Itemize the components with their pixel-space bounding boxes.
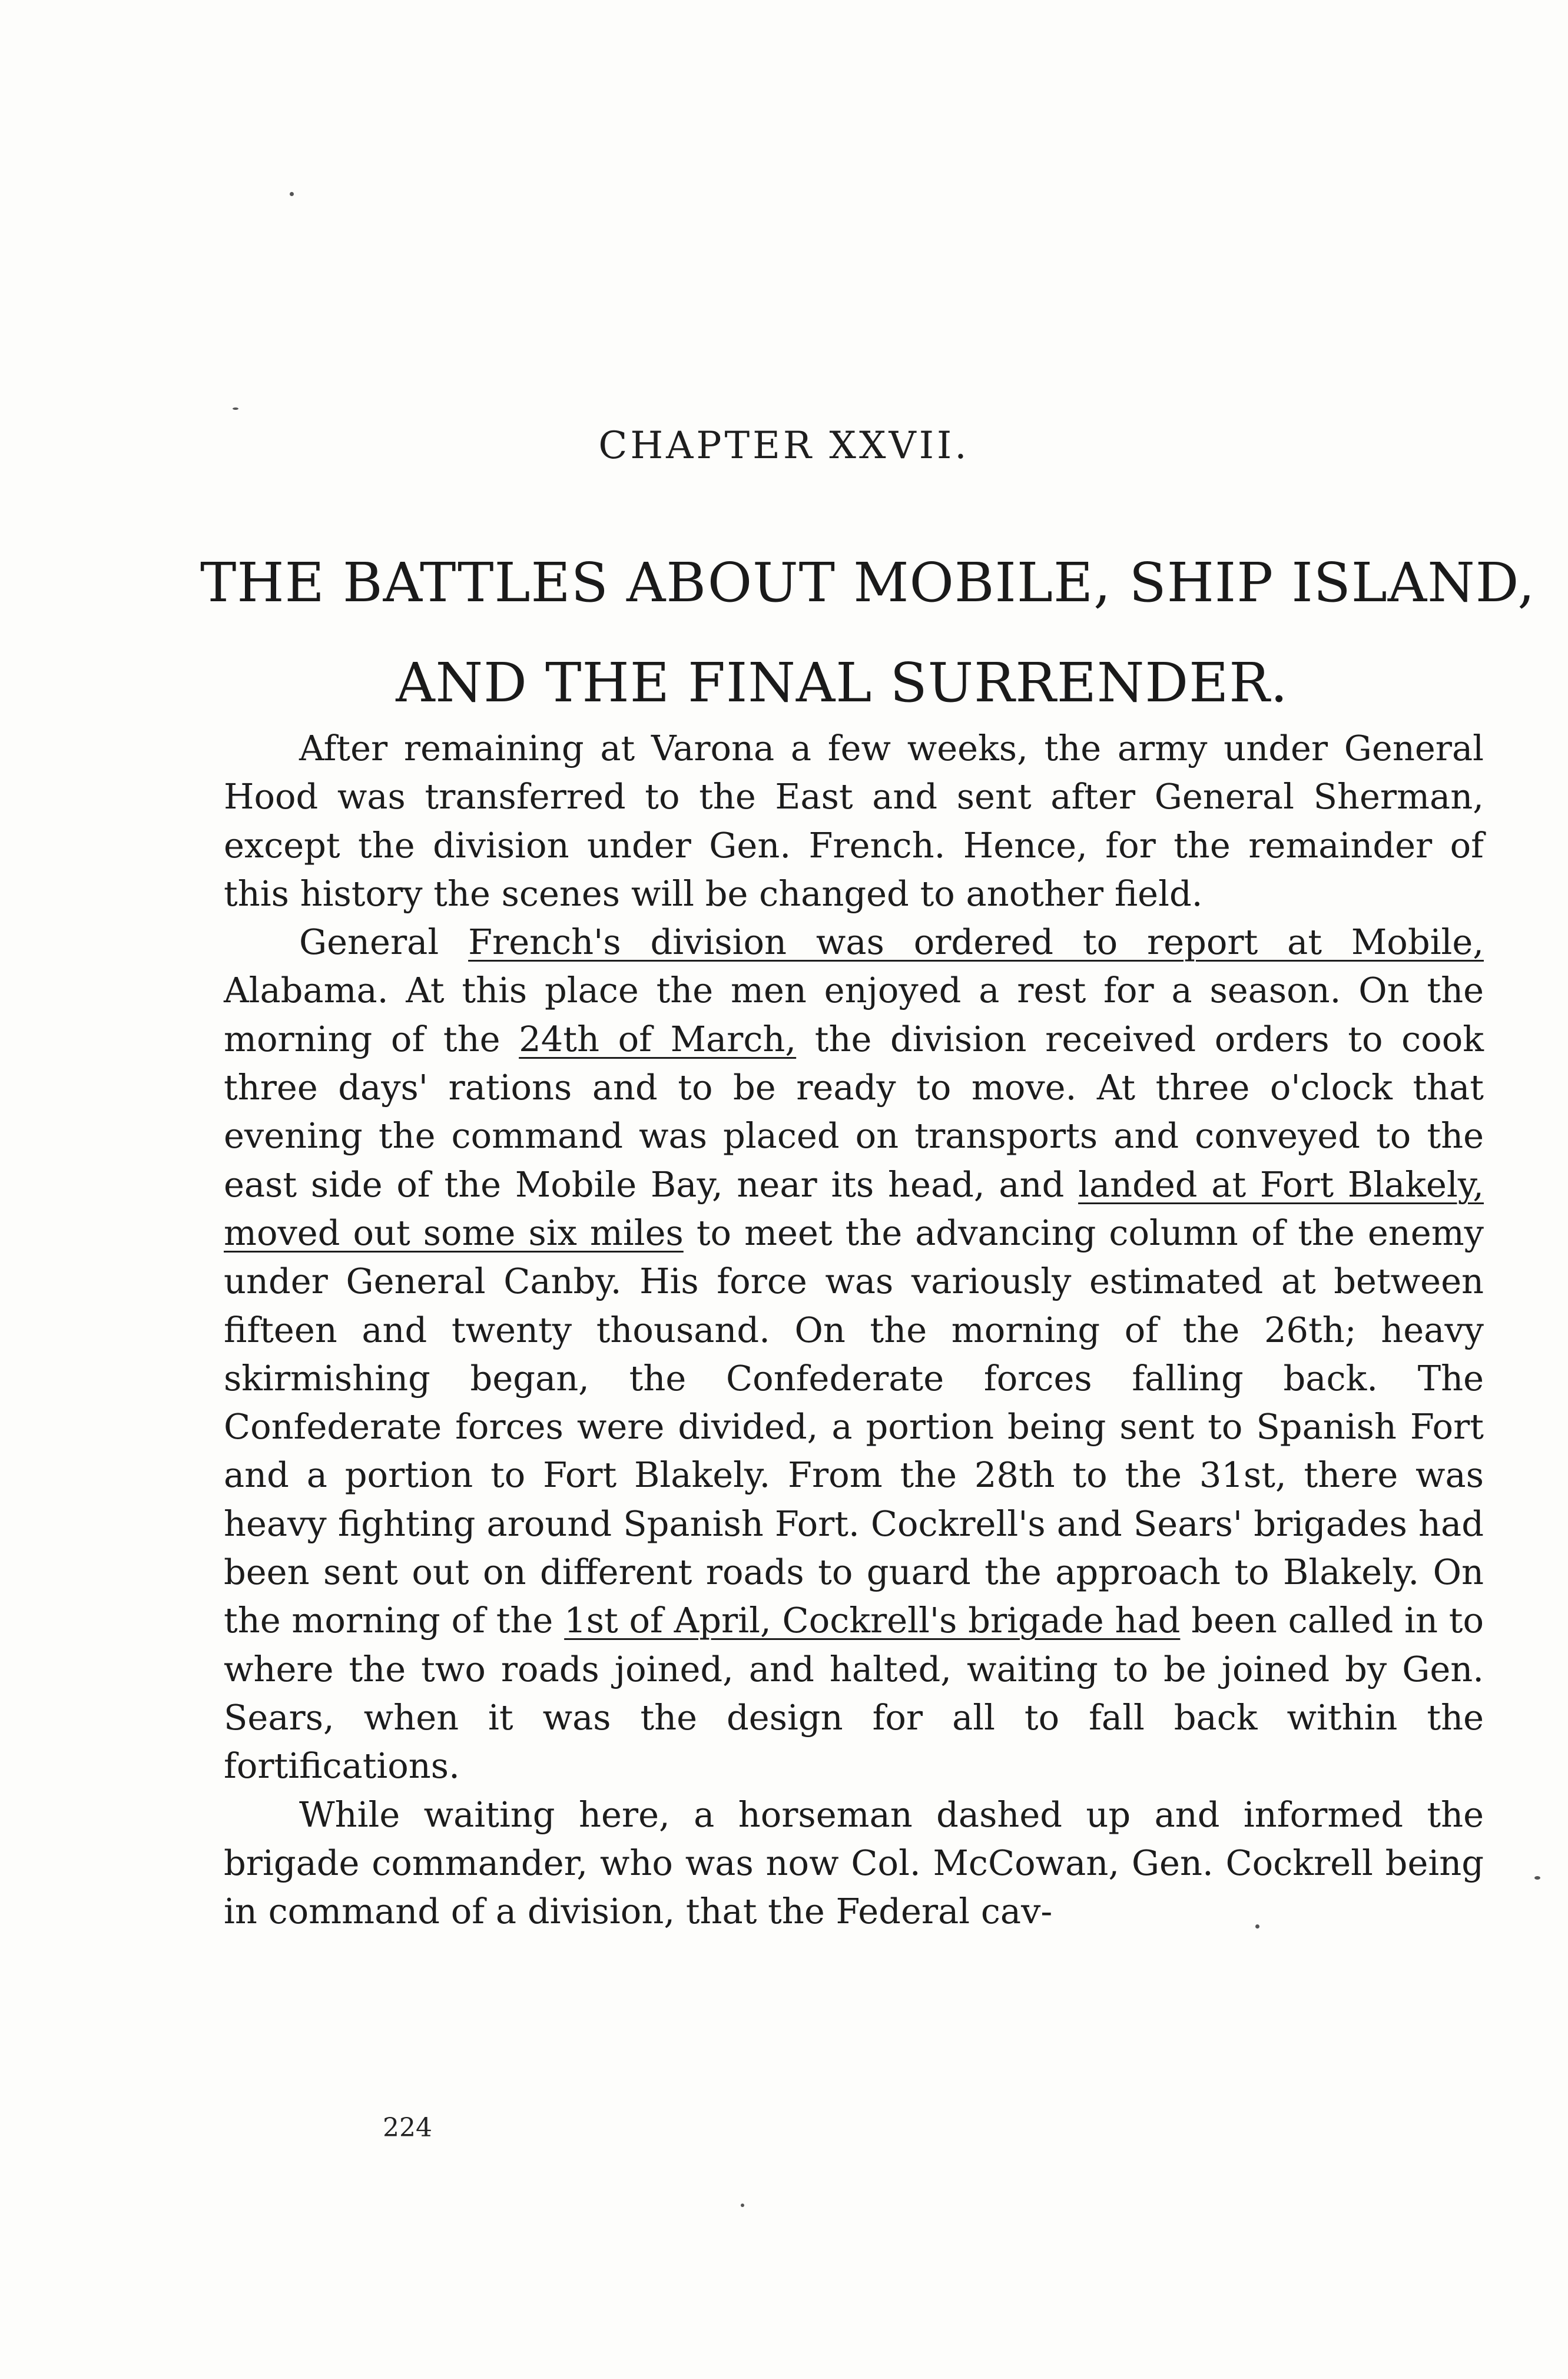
underlined-text: 24th of March, [519, 1018, 797, 1059]
print-speck [1255, 1924, 1259, 1929]
text-segment: the division received orders to cook three days' rations and to be ready to move. At three o'clock that evening the command was placed on transports and conveyed to the east side of the Mobile Bay, near its head, and [224, 1018, 1484, 1205]
text-segment: to meet the advancing column of the enemy under General Canby. His force was variously estimated at between fifteen and twenty thousand. On the morning of the 26th; heavy skirmishing began, the Confederate forces falling back. The Confederate forces were divided, a portion being sent to Spanish Fort and a portion to Fort Blakely. From the 28th to the 31st, there was heavy fighting around Spanish Fort. Cockrell's and Sears' brigades had been sent out on different roads to guard the approach to Blakely. On the morning of the [224, 1212, 1484, 1641]
text-segment: General [299, 922, 469, 963]
chapter-title [200, 533, 1536, 733]
underlined-text: landed at Fort Blakely, moved out some six miles [224, 1164, 1484, 1253]
chapter-title-line-1: THE BATTLES ABOUT MOBILE, SHIP ISLAND, [200, 551, 1536, 614]
paragraph [224, 1791, 1484, 1936]
text-segment: While waiting here, a horseman dashed up and informed the brigade commander, who was now Col. McCowan, Gen. Cockrell being in command of a division, that the Federal cav- [224, 1794, 1484, 1932]
underlined-text: French's division was ordered to report at Mobile, [468, 922, 1484, 963]
paragraph [224, 724, 1484, 918]
page-number: 224 [383, 2113, 432, 2143]
paragraph [224, 918, 1484, 1790]
print-speck [741, 2204, 744, 2207]
text-segment: Alabama. At this place the men enjoyed a rest for a season. On the morning of the [224, 970, 1484, 1059]
underlined-text: 1st of April, Cockrell's brigade had [564, 1600, 1181, 1641]
chapter-label: CHAPTER XXVII. [598, 424, 970, 468]
text-segment: been called in to where the two roads joined, and halted, waiting to be joined by Gen. Sears, when it was the design for all to fall back within the fortifications. [224, 1600, 1484, 1787]
print-speck [1534, 1876, 1540, 1880]
print-speck [290, 192, 294, 196]
text-segment: After remaining at Varona a few weeks, the army under General Hood was transferred to the East and sent after General Sherman, except the division under Gen. French. Hence, for the remainder of this history the scenes will be changed to another field. [224, 728, 1484, 914]
print-speck [233, 407, 238, 410]
chapter-body [224, 724, 1484, 1936]
chapter-title-line-2: AND THE FINAL SURRENDER. [396, 651, 1288, 714]
